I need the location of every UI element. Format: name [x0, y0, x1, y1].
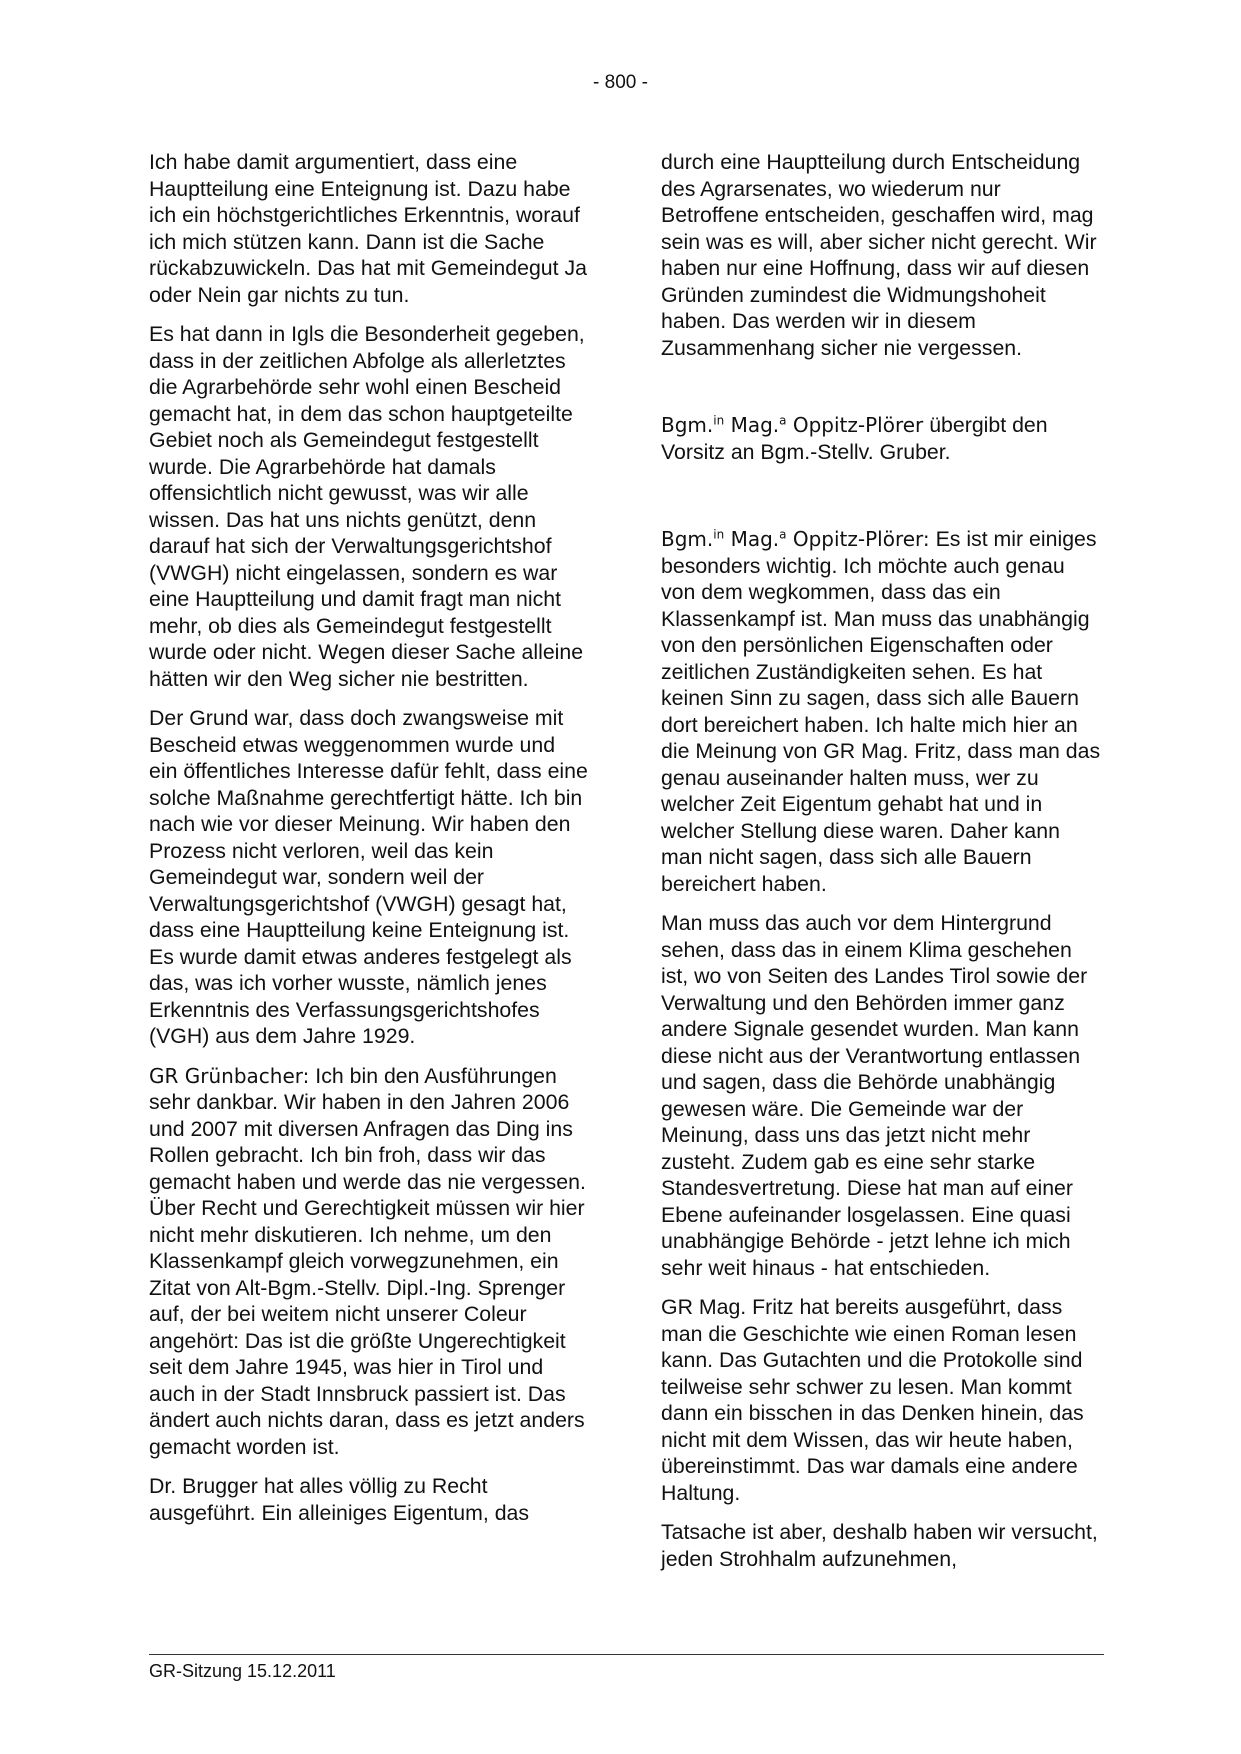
- paragraph-continuation: durch eine Hauptteilung durch Entscheidung des Agrarsenates, wo wiederum nur Betroffene entscheiden, geschaffen wird, mag sein was es will, aber sicher nicht gerecht. Wir haben nur eine Hoffnung, dass wir auf diesen Gründen zumindest die Widmungshoheit haben. Das werden wir in diesem Zusammenhang sicher nie vergessen.: [661, 150, 1097, 360]
- paragraph: Tatsache ist aber, deshalb haben wir versucht, jeden Strohhalm aufzunehmen,: [661, 1520, 1098, 1571]
- speaker-paragraph: [661, 526, 1101, 897]
- speech-text: Es ist mir einiges besonders wichtig. Ich möchte auch genau von dem wegkommen, dass das ein Klassenkampf ist. Man muss das unabhängig von den persönlichen Eigenschaften oder zeitlichen Zuständigkeiten sehen. Es hat keinen Sinn zu sagen, dass sich alle Bauern dort bereichert haben. Ich halte mich hier an die Meinung von GR Mag. Fritz, dass man das genau auseinander halten muss, wer zu welcher Zeit Eigentum gehabt hat und in welcher Stellung diese waren. Daher kann man nicht sagen, dass sich alle Bauern bereichert haben.: [661, 527, 1101, 896]
- speaker-name: GR Grünbacher:: [149, 1063, 310, 1088]
- paragraph: Dr. Brugger hat alles völlig zu Recht ausgeführt. Ein alleiniges Eigentum, das: [149, 1474, 530, 1525]
- paragraph: Man muss das auch vor dem Hintergrund sehen, dass das in einem Klima geschehen ist, wo von Seiten des Landes Tirol sowie der Verwaltung und den Behörden immer ganz andere Signale gesendet wurden. Man kann diese nicht aus der Verantwortung entlassen und sagen, dass die Behörde unabhängig gewesen wäre. Die Gemeinde war der Meinung, dass uns das jetzt nicht mehr zusteht. Zudem gab es eine sehr starke Standesvertretung. Diese hat man auf einer Ebene aufeinander losgelassen. Eine quasi unabhängige Behörde - jetzt lehne ich mich sehr weit hinaus - hat entschieden.: [661, 911, 1088, 1280]
- speaker-name: Bgm.$^{in}$ Mag.$^a$ Oppitz-Plörer: [661, 413, 924, 437]
- spacer: [661, 374, 1101, 412]
- footer-session-date: GR-Sitzung 15.12.2011: [149, 1661, 336, 1681]
- paragraph: GR Mag. Fritz hat bereits ausgeführt, dass man die Geschichte wie einen Roman lesen kann. Das Gutachten und die Protokolle sind teilweise sehr schwer zu lesen. Man kommt dann ein bisschen in das Denken hinein, das nicht mit dem Wissen, das wir heute haben, übereinstimmt. Das war damals eine andere Haltung.: [661, 1295, 1084, 1505]
- paragraph: Ich habe damit argumentiert, dass eine Hauptteilung eine Enteignung ist. Dazu habe ich ein höchstgerichtliches Erkenntnis, worauf ich mich stützen kann. Dann ist die Sache rückabzuwickeln. Das hat mit Gemeindegut Ja oder Nein gar nichts zu tun.: [149, 150, 587, 307]
- procedural-note: [661, 412, 1101, 465]
- paragraph: Der Grund war, dass doch zwangsweise mit Bescheid etwas weggenommen wurde und ein öffentliches Interesse dafür fehlt, dass eine solche Maßnahme gerechtfertigt hätte. Ich bin nach wie vor dieser Meinung. Wir haben den Prozess nicht verloren, weil das kein Gemeindegut war, sondern weil der Verwaltungsgerichtshof (VWGH) gesagt hat, dass eine Hauptteilung keine Enteignung ist. Es wurde damit etwas anderes festgelegt als das, was ich vorher wusste, nämlich jenes Erkenntnis des Verfassungsgerichtshofes (VGH) aus dem Jahre 1929.: [149, 706, 588, 1048]
- speech-text: Ich bin den Ausführungen sehr dankbar. Wir haben in den Jahren 2006 und 2007 mit diversen Anfragen das Ding ins Rollen gebracht. Ich bin froh, dass wir das gemacht haben und werde das nie vergessen. Über Recht und Gerechtigkeit müssen wir hier nicht mehr diskutieren. Ich nehme, um den Klassenkampf gleich vorwegzunehmen, ein Zitat von Alt-Bgm.-Stellv. Dipl.-Ing. Sprenger auf, der bei weitem nicht unserer Coleur angehört: Das ist die größte Ungerechtigkeit seit dem Jahre 1945, was hier in Tirol und auch in der Stadt Innsbruck passiert ist. Das ändert auch nichts daran, dass es jetzt anders gemacht worden ist.: [149, 1063, 586, 1459]
- note-text: übergibt den Vorsitz an Bgm.-Stellv. Gruber.: [661, 413, 1048, 464]
- speaker-name: Bgm.$^{in}$ Mag.$^a$ Oppitz-Plörer:: [661, 527, 930, 551]
- left-column: [149, 149, 589, 1539]
- footer-divider: [149, 1654, 1104, 1655]
- spacer: [661, 478, 1101, 526]
- speaker-paragraph: [149, 1063, 589, 1461]
- paragraph: Es hat dann in Igls die Besonderheit gegeben, dass in der zeitlichen Abfolge als allerletztes die Agrarbehörde sehr wohl einen Bescheid gemacht hat, in dem das schon hauptgeteilte Gebiet noch als Gemeindegut festgestellt wurde. Die Agrarbehörde hat damals offensichtlich nicht gewusst, was wir alle wissen. Das hat uns nichts genützt, denn darauf hat sich der Verwaltungsgerichtshof (VWGH) nicht eingelassen, sondern es war eine Hauptteilung und damit fragt man nicht mehr, ob dies als Gemeindegut festgestellt wurde oder nicht. Wegen dieser Sache alleine hätten wir den Weg sicher nie bestritten.: [149, 322, 585, 691]
- right-column: [661, 149, 1101, 1585]
- page-number: - 800 -: [593, 72, 648, 93]
